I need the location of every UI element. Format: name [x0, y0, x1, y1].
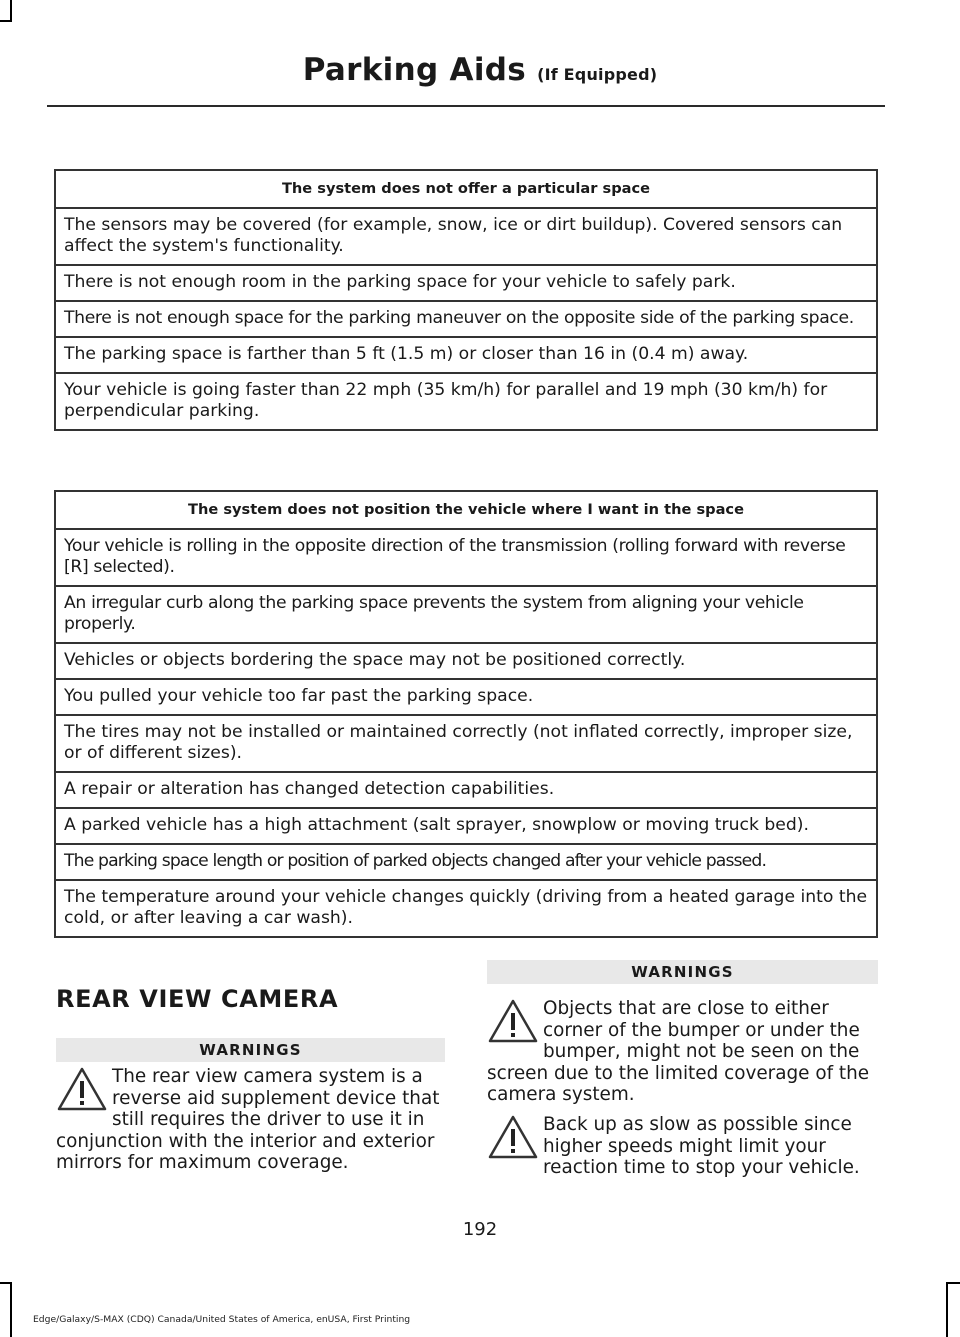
table-row: The tires may not be installed or maintained correctly (not inflated correctly, improper size, or of different sizes).: [55, 715, 877, 772]
table-row: The parking space is farther than 5 ft (1.5 m) or closer than 16 in (0.4 m) away.: [55, 337, 877, 373]
warning-text: The rear view camera system is a reverse aid supplement device that still requires the driver to use it in conjunction with the interior and exterior mirrors for maximum coverage.: [56, 1066, 440, 1173]
table-row: There is not enough room in the parking space for your vehicle to safely park.: [55, 265, 877, 301]
warning-triangle-icon: [487, 1114, 539, 1160]
warning-text: Objects that are close to either corner of the bumper or under the bumper, might not be seen on the screen due to the limited coverage of the camera system.: [487, 998, 870, 1105]
position-table: [54, 490, 878, 938]
table-row: The sensors may be covered (for example, snow, ice or dirt buildup). Covered sensors can affect the system's functionality.: [55, 208, 877, 265]
table-row: Vehicles or objects bordering the space may not be positioned correctly.: [55, 643, 877, 679]
table-heading: The system does not offer a particular space: [55, 170, 877, 208]
table-heading: The system does not position the vehicle where I want in the space: [55, 491, 877, 529]
crop-mark: [10, 1282, 12, 1337]
warning-block: [487, 998, 879, 1106]
warnings-bar: WARNINGS: [56, 1038, 445, 1062]
crop-mark: [10, 0, 12, 22]
warnings-bar: WARNINGS: [487, 960, 878, 984]
page-subtitle: (If Equipped): [537, 65, 658, 84]
no-space-table: [54, 169, 878, 431]
warning-block: [56, 1066, 448, 1174]
header-divider: [47, 105, 885, 107]
page-title-text: Parking Aids: [302, 52, 526, 88]
crop-mark: [0, 20, 12, 22]
section-heading: REAR VIEW CAMERA: [56, 985, 339, 1013]
table-row: The temperature around your vehicle changes quickly (driving from a heated garage into the cold, or after leaving a car wash).: [55, 880, 877, 937]
table-row: The parking space length or position of parked objects changed after your vehicle passed.: [55, 844, 877, 880]
table-row: Your vehicle is going faster than 22 mph (35 km/h) for parallel and 19 mph (30 km/h) for perpendicular parking.: [55, 373, 877, 430]
crop-mark: [0, 1282, 12, 1284]
crop-mark: [946, 1282, 960, 1284]
warning-text: Back up as slow as possible since higher speeds might limit your reaction time to stop your vehicle.: [543, 1114, 860, 1178]
crop-mark: [946, 1282, 948, 1337]
warning-triangle-icon: [56, 1066, 108, 1112]
table-row: A repair or alteration has changed detection capabilities.: [55, 772, 877, 808]
page-title: [0, 52, 960, 88]
table-row: An irregular curb along the parking space prevents the system from aligning your vehicle properly.: [55, 586, 877, 643]
page-number: 192: [462, 1219, 498, 1240]
warning-block: [487, 1114, 879, 1179]
table-row: Your vehicle is rolling in the opposite direction of the transmission (rolling forward with reverse [R] selected).: [55, 529, 877, 586]
table-row: A parked vehicle has a high attachment (salt sprayer, snowplow or moving truck bed).: [55, 808, 877, 844]
warning-triangle-icon: [487, 998, 539, 1044]
table-row: You pulled your vehicle too far past the parking space.: [55, 679, 877, 715]
footer-text: Edge/Galaxy/S-MAX (CDQ) Canada/United States of America, enUSA, First Printing: [33, 1314, 411, 1325]
table-row: There is not enough space for the parking maneuver on the opposite side of the parking space.: [55, 301, 877, 337]
